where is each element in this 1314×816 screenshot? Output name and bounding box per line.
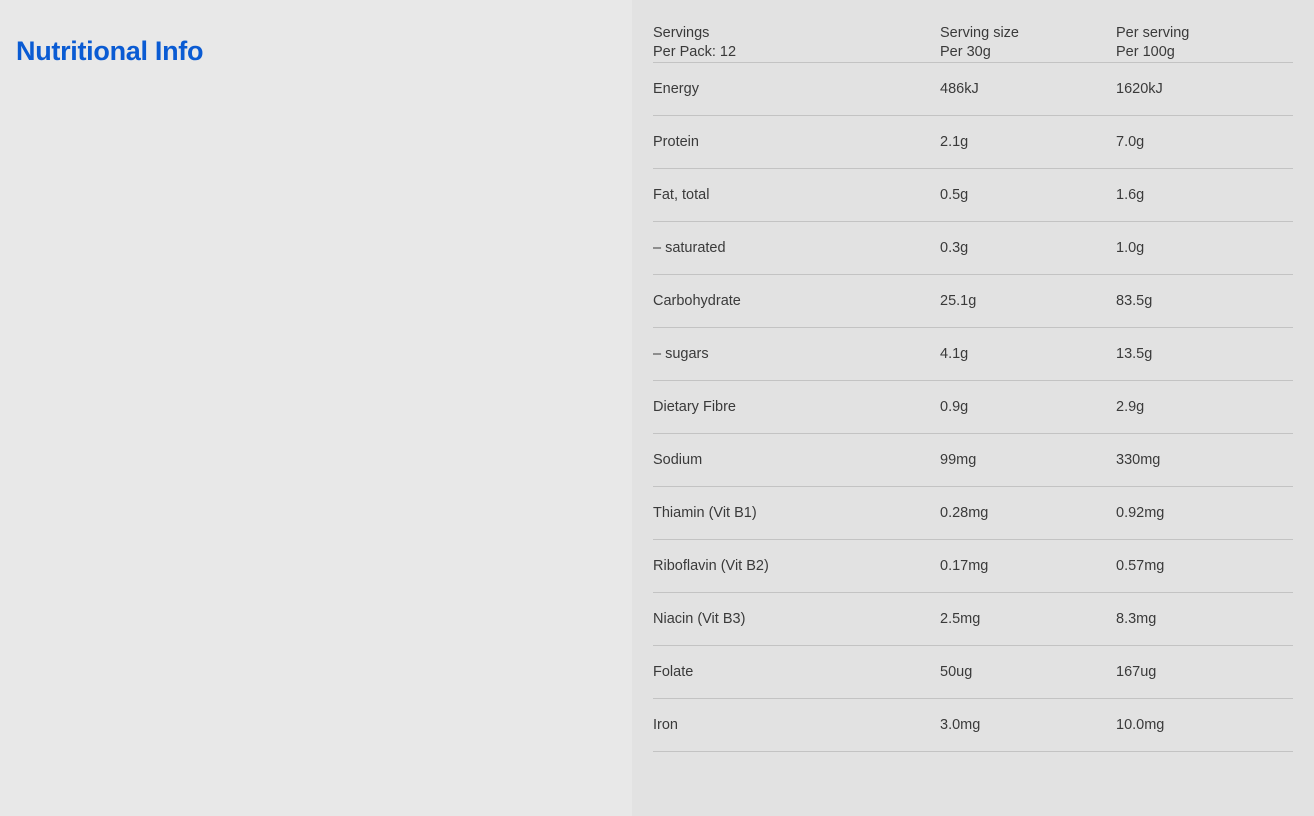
table-header-row	[653, 24, 1293, 63]
column-header-servings	[653, 24, 940, 63]
nutrient-per-100g: 2.9g	[1116, 381, 1293, 434]
table-row	[653, 63, 1293, 116]
column-header-per-serving	[1116, 24, 1293, 63]
nutrient-name: Fat, total	[653, 169, 940, 222]
nutrient-name: Niacin (Vit B3)	[653, 593, 940, 646]
table-row	[653, 116, 1293, 169]
column-header-serving-size-line2: Per 30g	[940, 44, 991, 60]
nutrient-per-serving: 0.5g	[940, 169, 1116, 222]
column-header-per-serving-line2: Per 100g	[1116, 44, 1175, 60]
table-row	[653, 328, 1293, 381]
nutrient-per-100g: 7.0g	[1116, 116, 1293, 169]
column-header-servings-line2: Per Pack: 12	[653, 44, 737, 60]
nutrient-name: Energy	[653, 63, 940, 116]
table-row	[653, 540, 1293, 593]
column-header-per-serving-line1: Per serving	[1116, 25, 1190, 41]
nutrient-per-serving: 2.1g	[940, 116, 1116, 169]
nutrient-per-100g: 8.3mg	[1116, 593, 1293, 646]
table-row	[653, 487, 1293, 540]
nutrient-per-serving: 0.28mg	[940, 487, 1116, 540]
nutrient-name: – saturated	[653, 222, 940, 275]
nutrient-per-serving: 50ug	[940, 646, 1116, 699]
nutrient-per-serving: 4.1g	[940, 328, 1116, 381]
nutrient-name: Protein	[653, 116, 940, 169]
column-header-servings-line1: Servings	[653, 25, 710, 41]
nutrient-per-serving: 0.3g	[940, 222, 1116, 275]
nutrient-per-serving: 25.1g	[940, 275, 1116, 328]
nutrient-per-100g: 167ug	[1116, 646, 1293, 699]
nutrient-per-100g: 0.57mg	[1116, 540, 1293, 593]
table-row	[653, 646, 1293, 699]
nutrient-name: Carbohydrate	[653, 275, 940, 328]
nutrient-per-serving: 0.9g	[940, 381, 1116, 434]
nutrient-per-serving: 486kJ	[940, 63, 1116, 116]
nutrition-panel	[632, 0, 1314, 816]
table-row	[653, 593, 1293, 646]
nutrient-per-100g: 10.0mg	[1116, 699, 1293, 752]
nutrient-name: Dietary Fibre	[653, 381, 940, 434]
table-row	[653, 275, 1293, 328]
column-header-serving-size	[940, 24, 1116, 63]
nutrient-per-serving: 3.0mg	[940, 699, 1116, 752]
page-title: Nutritional Info	[16, 36, 204, 67]
nutrient-per-100g: 330mg	[1116, 434, 1293, 487]
nutrient-per-100g: 13.5g	[1116, 328, 1293, 381]
nutrient-name: Folate	[653, 646, 940, 699]
nutrient-name: Iron	[653, 699, 940, 752]
nutrient-per-serving: 99mg	[940, 434, 1116, 487]
table-row	[653, 434, 1293, 487]
nutrient-per-serving: 2.5mg	[940, 593, 1116, 646]
nutrient-per-100g: 83.5g	[1116, 275, 1293, 328]
table-row	[653, 169, 1293, 222]
nutrient-per-100g: 1.0g	[1116, 222, 1293, 275]
table-body	[653, 63, 1293, 752]
nutrient-per-100g: 1620kJ	[1116, 63, 1293, 116]
column-header-serving-size-line1: Serving size	[940, 25, 1019, 41]
nutrient-name: Sodium	[653, 434, 940, 487]
nutrition-table	[653, 24, 1293, 752]
table-row	[653, 222, 1293, 275]
nutrient-name: Riboflavin (Vit B2)	[653, 540, 940, 593]
table-header	[653, 24, 1293, 63]
nutrient-per-serving: 0.17mg	[940, 540, 1116, 593]
table-row	[653, 699, 1293, 752]
nutrient-name: Thiamin (Vit B1)	[653, 487, 940, 540]
nutrient-per-100g: 0.92mg	[1116, 487, 1293, 540]
table-row	[653, 381, 1293, 434]
nutrient-name: – sugars	[653, 328, 940, 381]
nutrient-per-100g: 1.6g	[1116, 169, 1293, 222]
